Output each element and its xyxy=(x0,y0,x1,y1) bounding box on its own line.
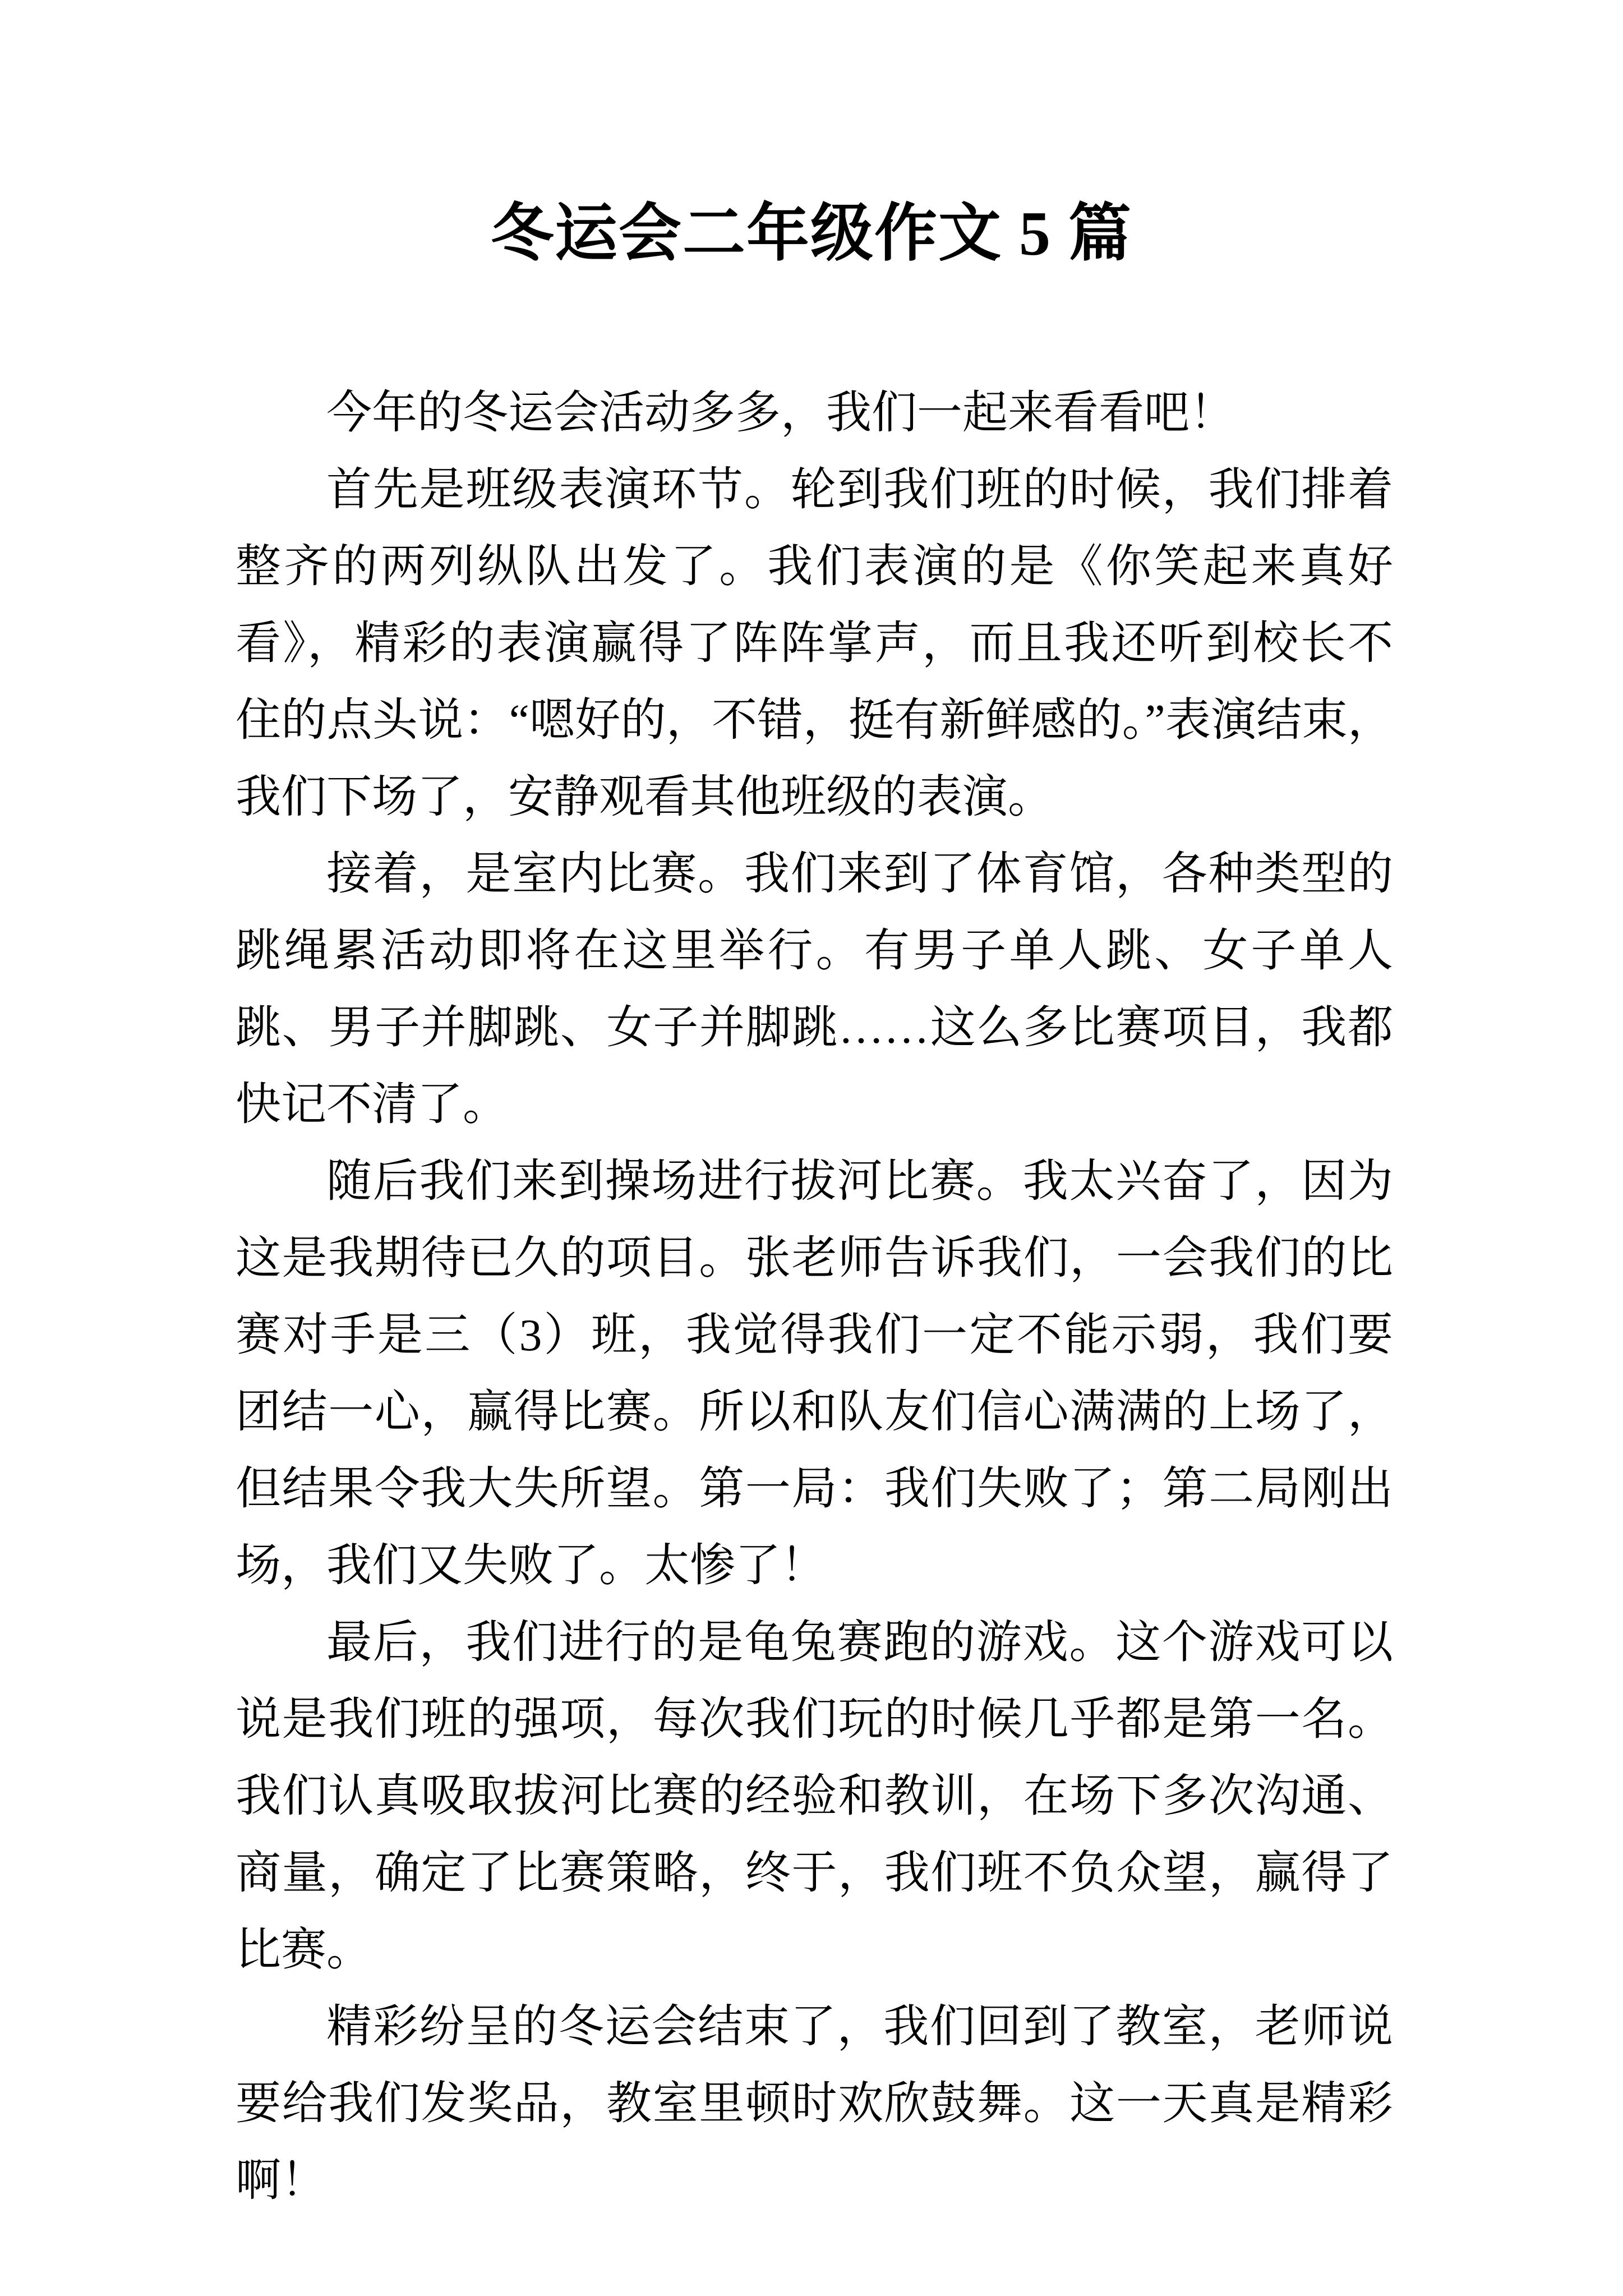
paragraph-tug-of-war: 随后我们来到操场进行拔河比赛。我太兴奋了，因为这是我期待已久的项目。张老师告诉我们，一会我们的比赛对手是三（3）班，我觉得我们一定不能示弱，我们要团结一心，赢得比赛。所以和队友们信心满满的上场了，但结果令我大失所望。第一局：我们失败了；第二局刚出场，我们又失败了。太惨了！ xyxy=(236,1156,1393,1591)
document-body xyxy=(236,375,1393,2219)
paragraph-tortoise-hare-race: 最后，我们进行的是龟兔赛跑的游戏。这个游戏可以说是我们班的强项，每次我们玩的时候几乎都是第一名。我们认真吸取拔河比赛的经验和教训，在场下多次沟通、商量，确定了比赛策略，终于，我们班不负众望，赢得了比赛。 xyxy=(236,1617,1393,1975)
document-title: 冬运会二年级作文 5 篇 xyxy=(491,199,1132,269)
paragraph-intro: 今年的冬运会活动多多，我们一起来看看吧！ xyxy=(326,388,1235,438)
paragraph-indoor-competition: 接着，是室内比赛。我们来到了体育馆，各种类型的跳绳累活动即将在这里举行。有男子单人跳、女子单人跳、男子并脚跳、女子并脚跳……这么多比赛项目，我都快记不清了。 xyxy=(236,849,1393,1130)
paragraph-closing: 精彩纷呈的冬运会结束了，我们回到了教室，老师说要给我们发奖品，教室里顿时欢欣鼓舞。这一天真是精彩啊！ xyxy=(236,2001,1393,2206)
paragraph-class-performance: 首先是班级表演环节。轮到我们班的时候，我们排着整齐的两列纵队出发了。我们表演的是《你笑起来真好看》，精彩的表演赢得了阵阵掌声，而且我还听到校长不住的点头说：“嗯好的，不错，挺有新鲜感的。”表演结束，我们下场了，安静观看其他班级的表演。 xyxy=(236,464,1393,822)
